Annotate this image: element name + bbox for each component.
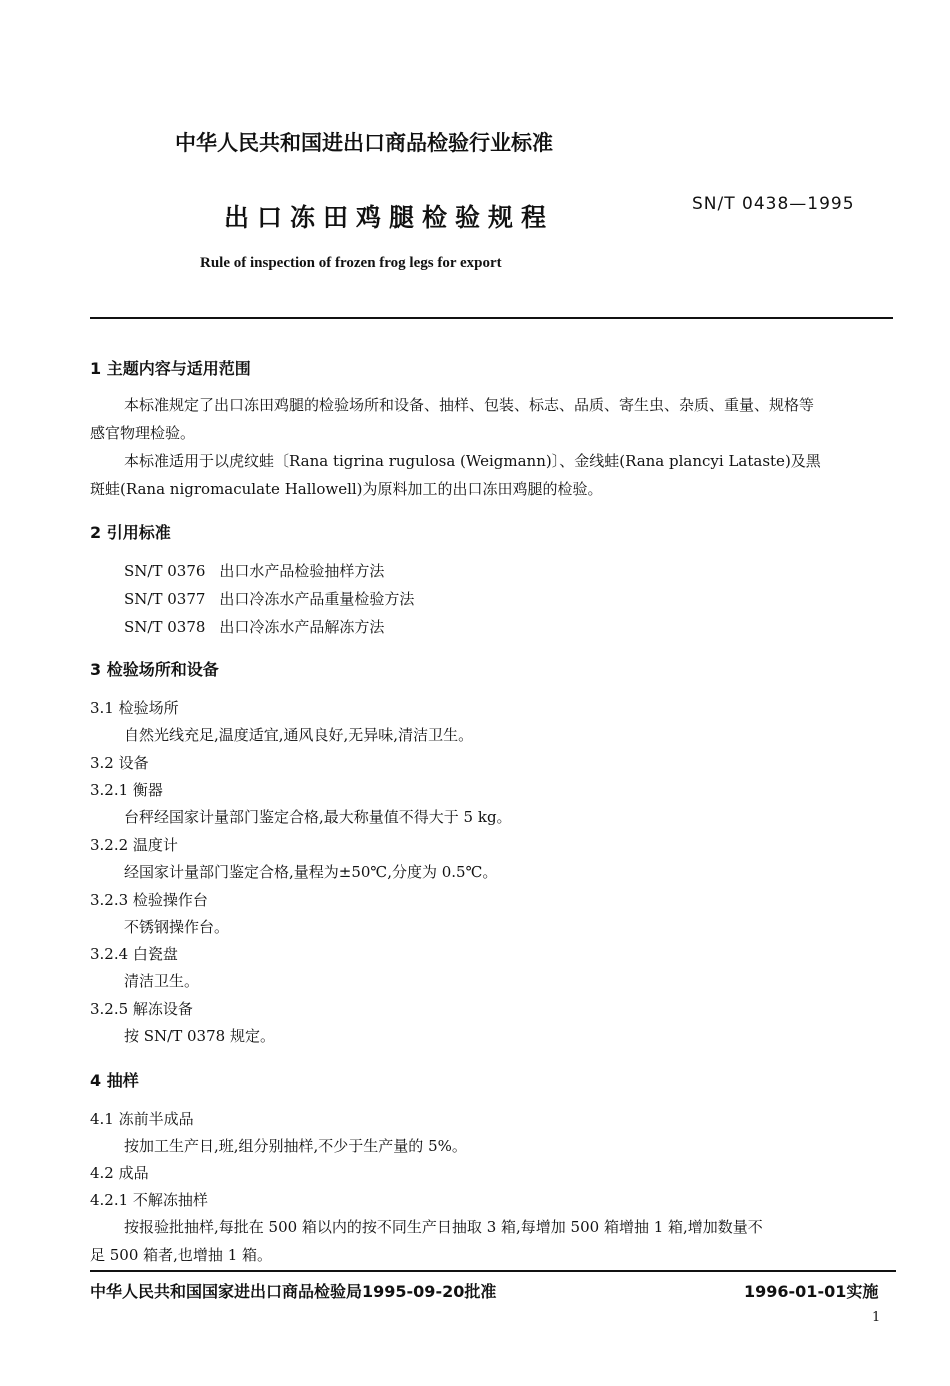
reference-code: SN/T 0377 xyxy=(124,590,206,608)
clause-3-2-5-text: 按 SN/T 0378 规定。 xyxy=(124,1027,275,1045)
reference-title: 出口水产品检验抽样方法 xyxy=(219,562,385,580)
reference-item xyxy=(124,585,414,613)
clause-4-2-1-heading: 4.2.1 不解冻抽样 xyxy=(90,1191,208,1209)
section-2-heading: 2 引用标准 xyxy=(90,523,171,542)
document-title-en: Rule of inspection of frozen frog legs for export xyxy=(200,255,502,271)
header-divider xyxy=(90,317,893,319)
industry-standard-label: 中华人民共和国进出口商品检验行业标准 xyxy=(175,131,553,155)
clause-4-2-1-text-line-2: 足 500 箱者,也增抽 1 箱。 xyxy=(90,1246,273,1264)
standard-number: SN/T 0438—1995 xyxy=(692,194,855,214)
clause-3-2-2-heading: 3.2.2 温度计 xyxy=(90,836,178,854)
clause-3-1-text: 自然光线充足,温度适宜,通风良好,无异味,清洁卫生。 xyxy=(124,726,474,744)
implementation-date: 1996-01-01实施 xyxy=(744,1282,879,1301)
clause-3-1-heading: 3.1 检验场所 xyxy=(90,699,179,717)
section-1-paragraph-1-line-2: 感官物理检验。 xyxy=(90,424,196,442)
clause-4-1-text: 按加工生产日,班,组分别抽样,不少于生产量的 5%。 xyxy=(124,1137,467,1155)
document-title-cn: 出口冻田鸡腿检验规程 xyxy=(224,203,555,232)
reference-item xyxy=(124,613,384,641)
clause-3-2-1-text: 台秤经国家计量部门鉴定合格,最大称量值不得大于 5 kg。 xyxy=(124,808,512,826)
clause-3-2-3-heading: 3.2.3 检验操作台 xyxy=(90,891,208,909)
section-1-paragraph-2-line-1: 本标准适用于以虎纹蛙〔Rana tigrina rugulosa (Weigmann)〕、金线蛙(Rana plancyi Lataste)及黑 xyxy=(124,452,821,470)
section-1-paragraph-2-line-2: 斑蛙(Rana nigromaculate Hallowell)为原料加工的出口冻田鸡腿的检验。 xyxy=(90,480,603,498)
clause-4-2-1-text-line-1: 按报验批抽样,每批在 500 箱以内的按不同生产日抽取 3 箱,每增加 500 箱增抽 1 箱,增加数量不 xyxy=(124,1218,763,1236)
approval-statement: 中华人民共和国国家进出口商品检验局1995-09-20批准 xyxy=(90,1282,497,1301)
section-1-paragraph-1-line-1: 本标准规定了出口冻田鸡腿的检验场所和设备、抽样、包装、标志、品质、寄生虫、杂质、重量、规格等 xyxy=(124,396,815,414)
section-3-heading: 3 检验场所和设备 xyxy=(90,660,219,679)
clause-4-1-heading: 4.1 冻前半成品 xyxy=(90,1110,194,1128)
reference-title: 出口冷冻水产品解冻方法 xyxy=(219,618,385,636)
clause-3-2-1-heading: 3.2.1 衡器 xyxy=(90,781,163,799)
clause-3-2-2-text: 经国家计量部门鉴定合格,量程为±50℃,分度为 0.5℃。 xyxy=(124,863,498,881)
reference-title: 出口冷冻水产品重量检验方法 xyxy=(219,590,415,608)
clause-3-2-heading: 3.2 设备 xyxy=(90,754,149,772)
section-4-heading: 4 抽样 xyxy=(90,1071,139,1090)
clause-3-2-4-heading: 3.2.4 白瓷盘 xyxy=(90,945,178,963)
reference-code: SN/T 0378 xyxy=(124,618,206,636)
page-number: 1 xyxy=(872,1310,881,1325)
clause-3-2-4-text: 清洁卫生。 xyxy=(124,972,200,990)
clause-3-2-5-heading: 3.2.5 解冻设备 xyxy=(90,1000,193,1018)
clause-3-2-3-text: 不锈钢操作台。 xyxy=(124,918,230,936)
reference-item xyxy=(124,557,384,585)
section-1-heading: 1 主题内容与适用范围 xyxy=(90,359,251,378)
reference-code: SN/T 0376 xyxy=(124,562,206,580)
clause-4-2-heading: 4.2 成品 xyxy=(90,1164,149,1182)
footer-divider xyxy=(90,1270,896,1272)
